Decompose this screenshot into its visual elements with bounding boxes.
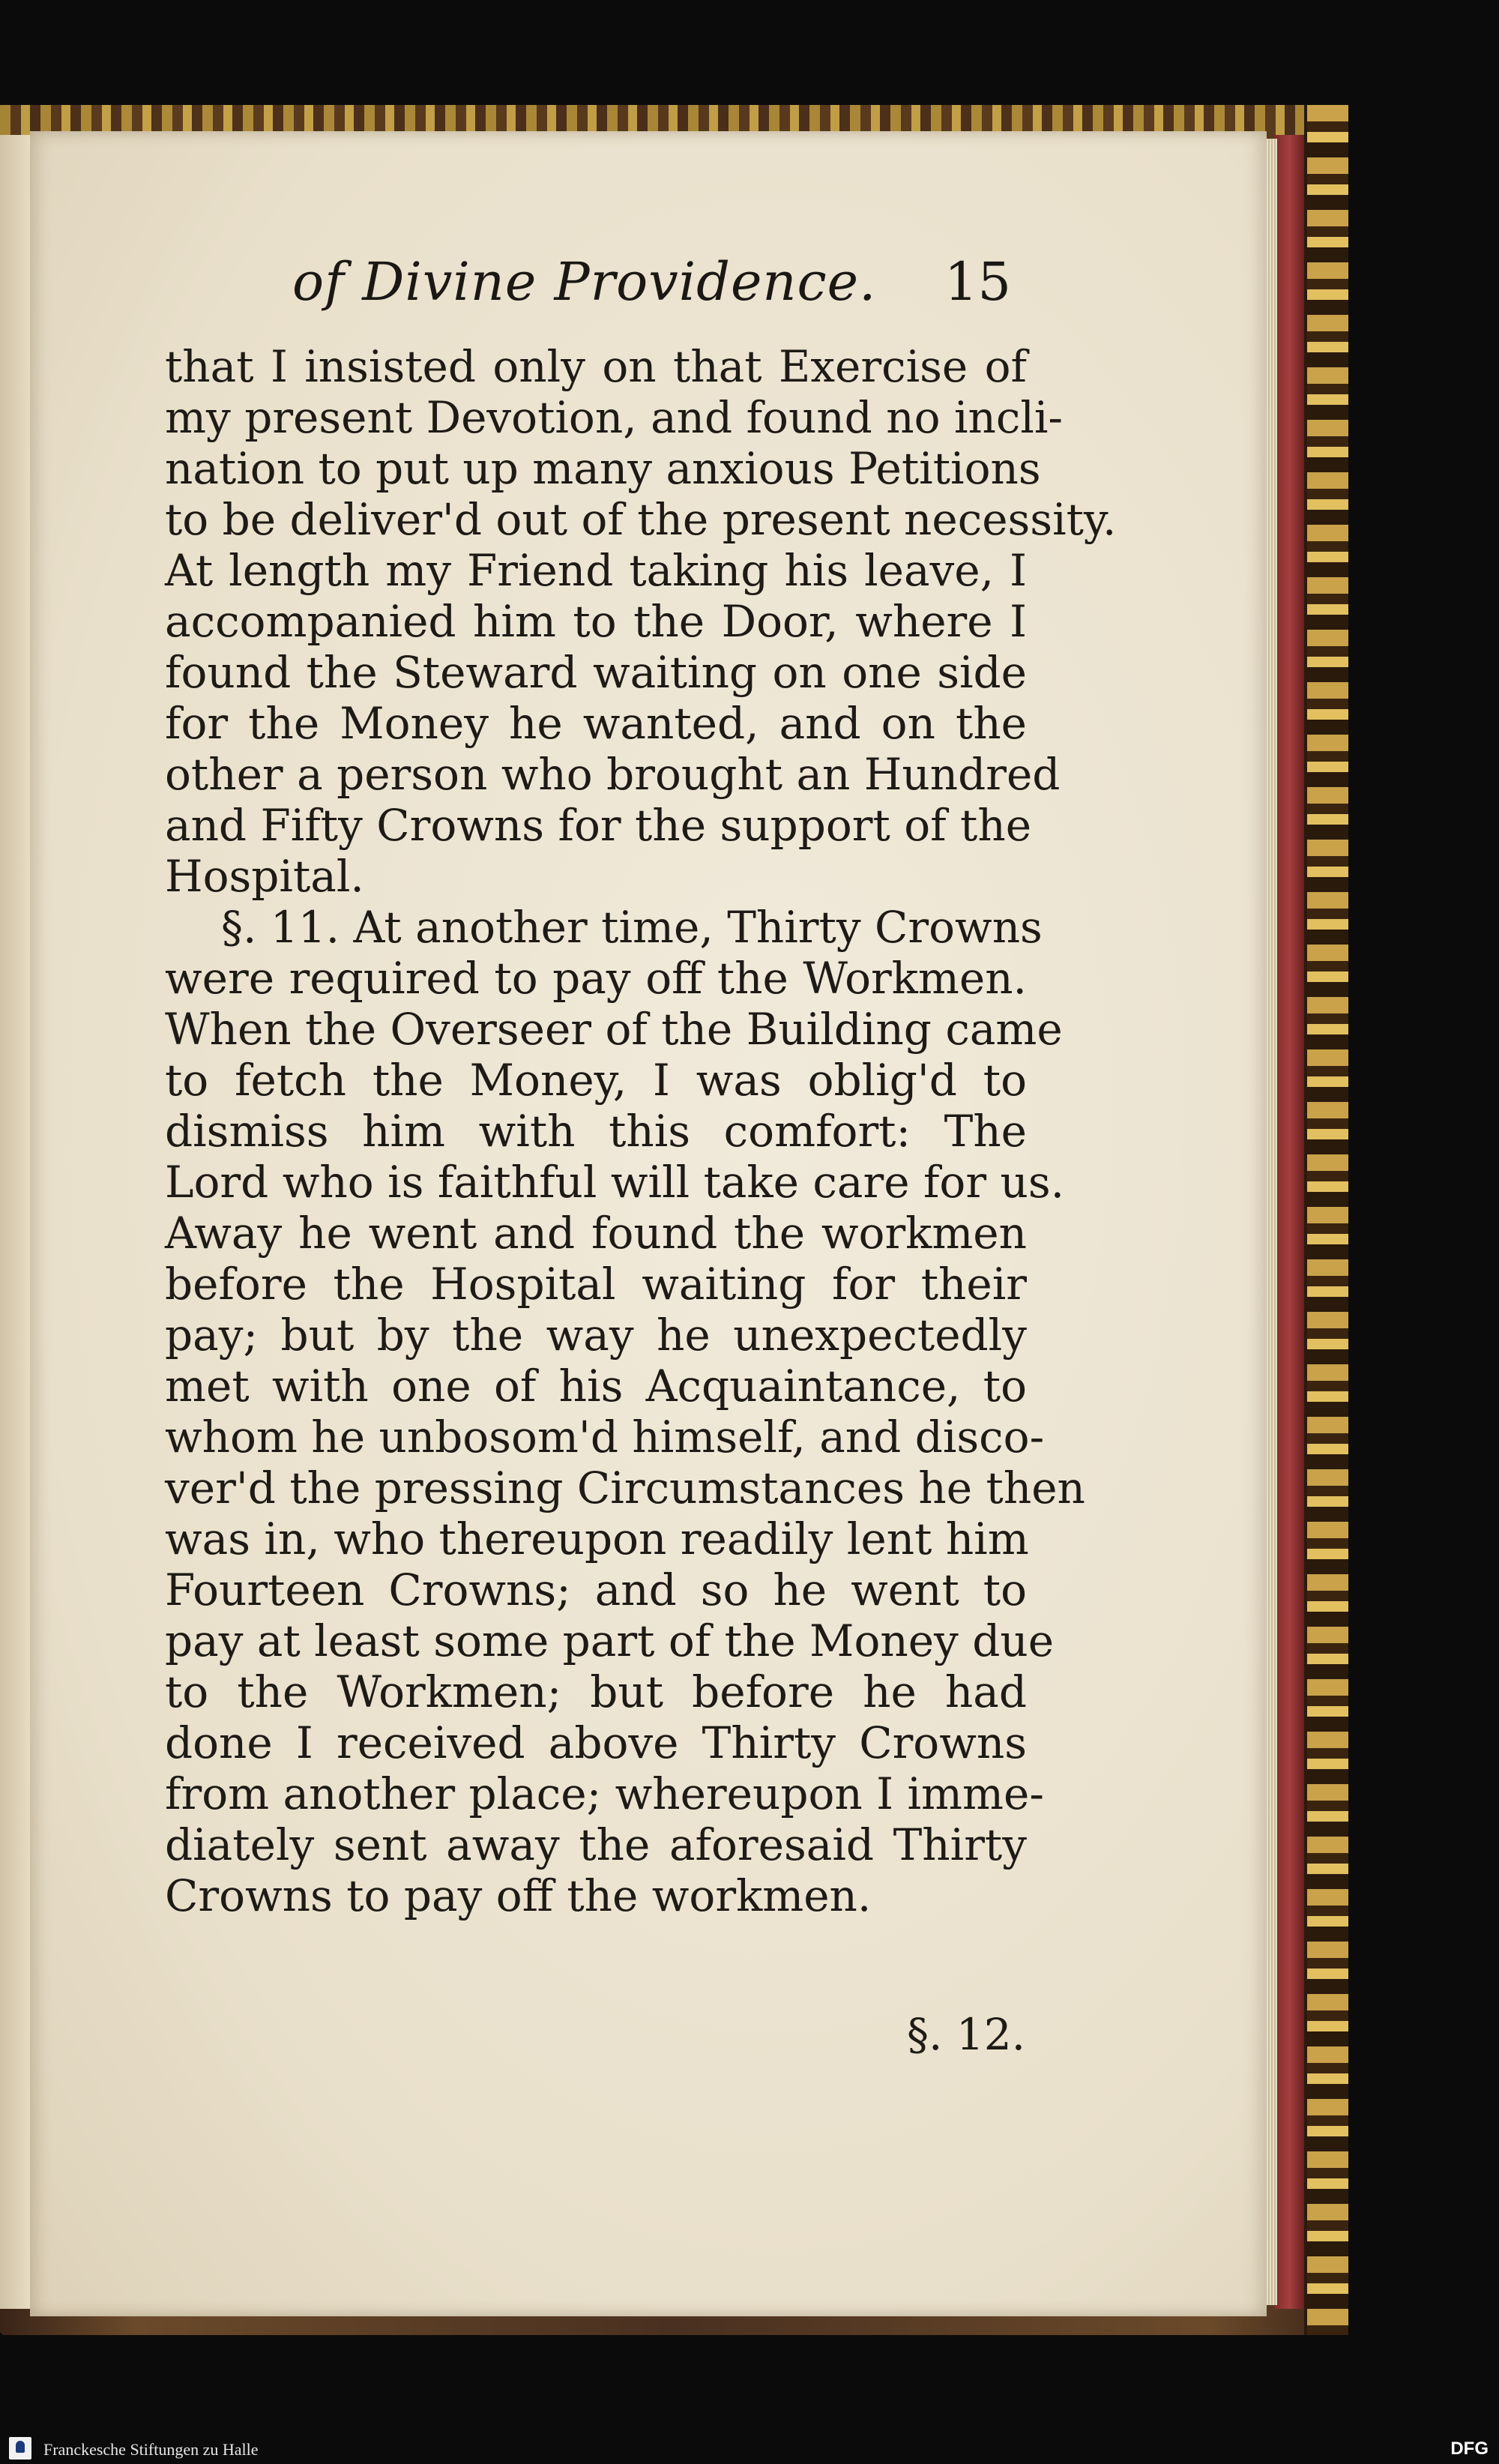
text-line: to be deliver'd out of the present necessity. xyxy=(165,494,1117,545)
text-line: pay; but by the way he unexpectedly xyxy=(165,1310,1027,1361)
red-page-edge xyxy=(1274,135,1304,2309)
text-line: met with one of his Acquaintance, to xyxy=(165,1361,1027,1412)
text-line: When the Overseer of the Building came xyxy=(165,1004,1063,1055)
gilt-spine-tooling xyxy=(1304,105,1348,2335)
text-line: pay at least some part of the Money due xyxy=(165,1615,1055,1666)
running-head: of Divine Providence. xyxy=(292,251,877,313)
text-line: nation to put up many anxious Petitions xyxy=(165,443,1041,494)
page-number: 15 xyxy=(944,251,1012,313)
text-line: and Fifty Crowns for the support of the xyxy=(165,800,1032,851)
text-line: Fourteen Crowns; and so he went to xyxy=(165,1564,1027,1615)
text-line: were required to pay off the Workmen. xyxy=(165,953,1027,1004)
text-line: for the Money he wanted, and on the xyxy=(165,698,1027,749)
text-line: Crowns to pay off the workmen. xyxy=(165,1870,872,1921)
text-line: my present Devotion, and found no incli- xyxy=(165,392,1064,443)
dfg-logo: DFG xyxy=(1450,2439,1489,2459)
text-line: Lord who is faithful will take care for us. xyxy=(165,1157,1065,1208)
text-line: At length my Friend taking his leave, I xyxy=(165,545,1027,596)
text-line: dismiss him with this comfort: The xyxy=(165,1106,1027,1157)
text-line: accompanied him to the Door, where I xyxy=(165,596,1027,647)
page-text xyxy=(165,341,1117,1921)
viewer-footer xyxy=(0,2433,1499,2464)
text-line: to the Workmen; but before he had xyxy=(165,1666,1027,1717)
institution-logo-icon xyxy=(9,2437,31,2460)
text-line: Hospital. xyxy=(165,851,364,902)
text-line: found the Steward waiting on one side xyxy=(165,647,1027,698)
text-line: from another place; whereupon I imme- xyxy=(165,1768,1044,1819)
text-line: to fetch the Money, I was oblig'd to xyxy=(165,1055,1027,1106)
text-line: Away he went and found the workmen xyxy=(165,1208,1027,1259)
catchword: §. 12. xyxy=(907,2009,1026,2060)
page-header xyxy=(292,251,1042,326)
left-page-margin xyxy=(0,135,30,2309)
text-line: other a person who brought an Hundred xyxy=(165,749,1061,800)
text-line: whom he unbosom'd himself, and disco- xyxy=(165,1412,1045,1463)
text-line: was in, who thereupon readily lent him xyxy=(165,1513,1029,1564)
text-line: ver'd the pressing Circumstances he then xyxy=(165,1463,1085,1513)
text-line: diately sent away the aforesaid Thirty xyxy=(165,1819,1027,1870)
text-line: that I insisted only on that Exercise of xyxy=(165,341,1027,392)
text-line: done I received above Thirty Crowns xyxy=(165,1717,1027,1768)
paragraph-start: §. 11. At another time, Thirty Crowns xyxy=(221,902,1043,953)
institution-label: Franckesche Stiftungen zu Halle xyxy=(43,2440,259,2459)
text-line: before the Hospital waiting for their xyxy=(165,1259,1027,1310)
